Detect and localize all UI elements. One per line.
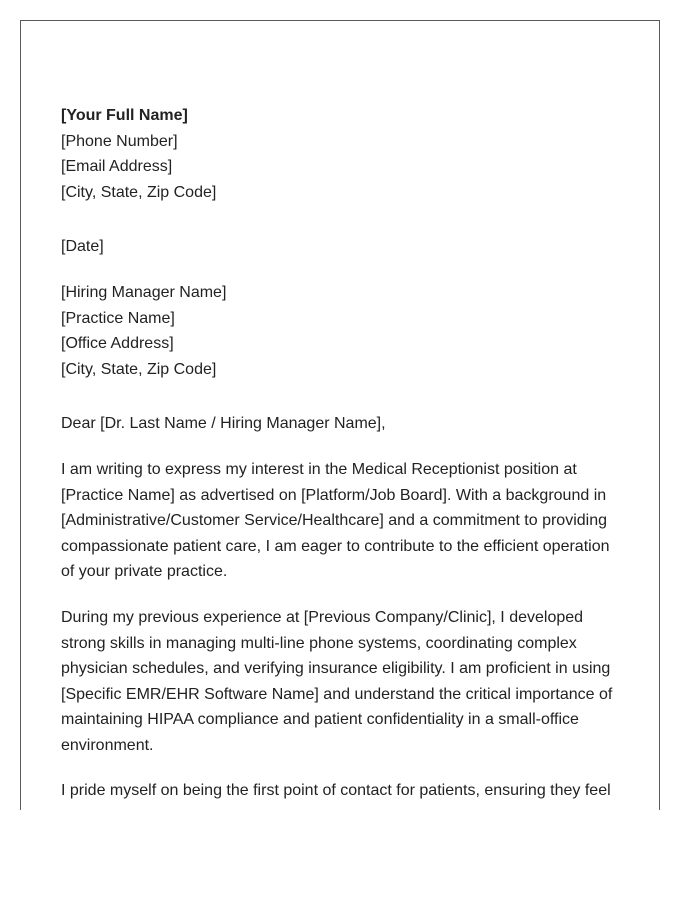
paragraph-line: physician schedules, and verifying insurance eligibility. I am proficient in using (61, 660, 611, 678)
paragraph-line: I pride myself on being the first point of contact for patients, ensuring they feel (61, 782, 611, 800)
letter-date: [Date] (61, 238, 104, 256)
paragraph-line: During my previous experience at [Previous Company/Clinic], I developed (61, 608, 584, 626)
paragraph-line: strong skills in managing multi-line phone systems, coordinating complex (61, 634, 577, 652)
recipient-practice: [Practice Name] (61, 309, 175, 327)
recipient-manager: [Hiring Manager Name] (61, 283, 227, 301)
sender-email: [Email Address] (61, 158, 173, 176)
paragraph-line: environment. (61, 736, 154, 754)
sender-phone: [Phone Number] (61, 132, 178, 150)
paragraph-line: maintaining HIPAA compliance and patient confidentiality in a small-office (61, 711, 579, 729)
body-paragraph-2 (61, 605, 621, 759)
paragraph-line: [Administrative/Customer Service/Healthcare] and a commitment to providing (61, 512, 607, 530)
paragraph-line: [Specific EMR/EHR Software Name] and understand the critical importance of (61, 685, 613, 703)
paragraph-line: [Practice Name] as advertised on [Platform/Job Board]. With a background in (61, 486, 607, 504)
salutation-block (61, 411, 621, 437)
letter-page (20, 20, 660, 810)
body-paragraph-3 (61, 778, 621, 804)
sender-name: [Your Full Name] (61, 107, 188, 124)
recipient-block (61, 280, 621, 382)
paragraph-line: I am writing to express my interest in the Medical Receptionist position at (61, 460, 577, 478)
letter-content (61, 103, 621, 804)
recipient-address: [Office Address] (61, 335, 174, 353)
sender-block (61, 103, 621, 205)
salutation: Dear [Dr. Last Name / Hiring Manager Name], (61, 415, 386, 433)
paragraph-line: compassionate patient care, I am eager to contribute to the efficient operation (61, 537, 610, 555)
recipient-location: [City, State, Zip Code] (61, 360, 217, 378)
paragraph-line: of your private practice. (61, 563, 228, 581)
body-paragraph-1 (61, 457, 621, 585)
date-block (61, 234, 621, 260)
sender-location: [City, State, Zip Code] (61, 183, 217, 201)
